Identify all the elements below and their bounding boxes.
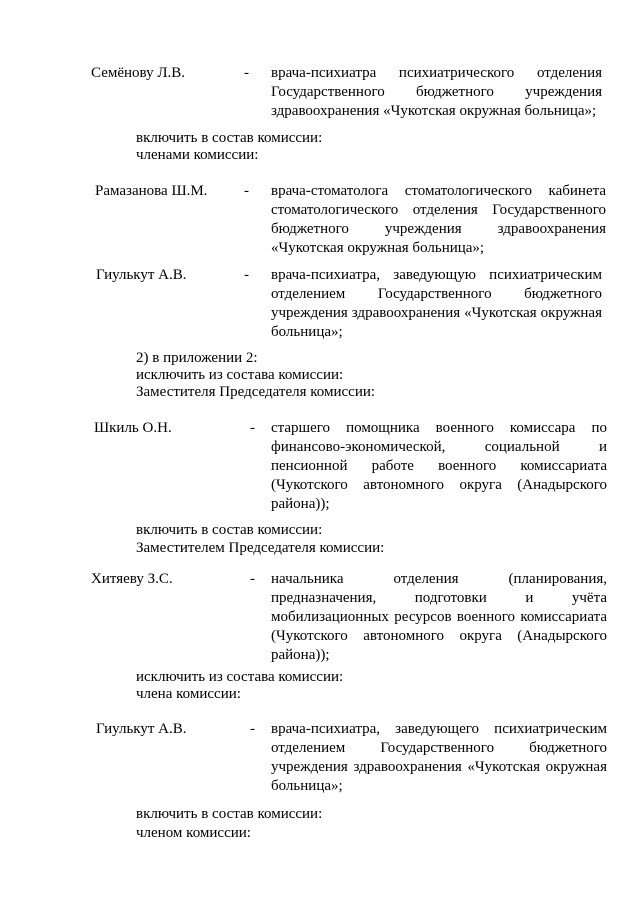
entry-dash: - <box>244 267 249 283</box>
entry-description: врача-психиатра психиатрического отделения Государственного бюджетного учреждения здравоохранения «Чукотская окружная больница»; <box>271 65 602 119</box>
include-label: включить в состав комиссии: <box>136 806 323 822</box>
entry-name: Хитяеву З.С. <box>91 571 173 587</box>
entry-description: врача-психиатра, заведующую психиатрическим отделением Государственного бюджетного учреждения здравоохранения «Чукотская окружная больница»; <box>271 267 602 340</box>
deputy-label: Заместителем Председателя комиссии: <box>136 540 385 556</box>
exclude-label: исключить из состава комиссии: <box>136 669 344 685</box>
entry-name: Гиулькут А.В. <box>96 267 187 283</box>
member-label: членом комиссии: <box>136 825 251 841</box>
entry-name: Гиулькут А.В. <box>96 721 187 737</box>
exclude-label: исключить из состава комиссии: <box>136 367 344 383</box>
entry-dash: - <box>250 420 255 436</box>
entry-dash: - <box>250 721 255 737</box>
entry-dash: - <box>244 65 249 81</box>
entry-description: старшего помощника военного комиссара по финансово-экономической, социальной и пенсионной работе военного комиссариата (Чукотского автономного округа (Анадырского района)); <box>271 420 607 512</box>
include-label: включить в состав комиссии: <box>136 130 323 146</box>
member-label: члена комиссии: <box>136 686 241 702</box>
appendix-label: 2) в приложении 2: <box>136 350 258 366</box>
members-label: членами комиссии: <box>136 147 259 163</box>
entry-name: Семёнову Л.В. <box>91 65 186 81</box>
entry-name: Рамазанова Ш.М. <box>95 183 208 199</box>
entry-description: врача-психиатра, заведующего психиатрическим отделением Государственного бюджетного учреждения здравоохранения «Чукотская окружная больница»; <box>271 721 607 794</box>
entry-description: врача-стоматолога стоматологического кабинета стоматологического отделения Государственного бюджетного учреждения здравоохранения «Чукотская окружная больница»; <box>271 183 606 256</box>
entry-dash: - <box>244 183 249 199</box>
entry-name: Шкиль О.Н. <box>94 420 172 436</box>
deputy-label: Заместителя Председателя комиссии: <box>136 384 376 400</box>
entry-description: начальника отделения (планирования, предназначения, подготовки и учёта мобилизационных ресурсов военного комиссариата (Чукотского автономного округа (Анадырского района)); <box>271 571 607 663</box>
entry-dash: - <box>250 571 255 587</box>
include-label: включить в состав комиссии: <box>136 522 323 538</box>
